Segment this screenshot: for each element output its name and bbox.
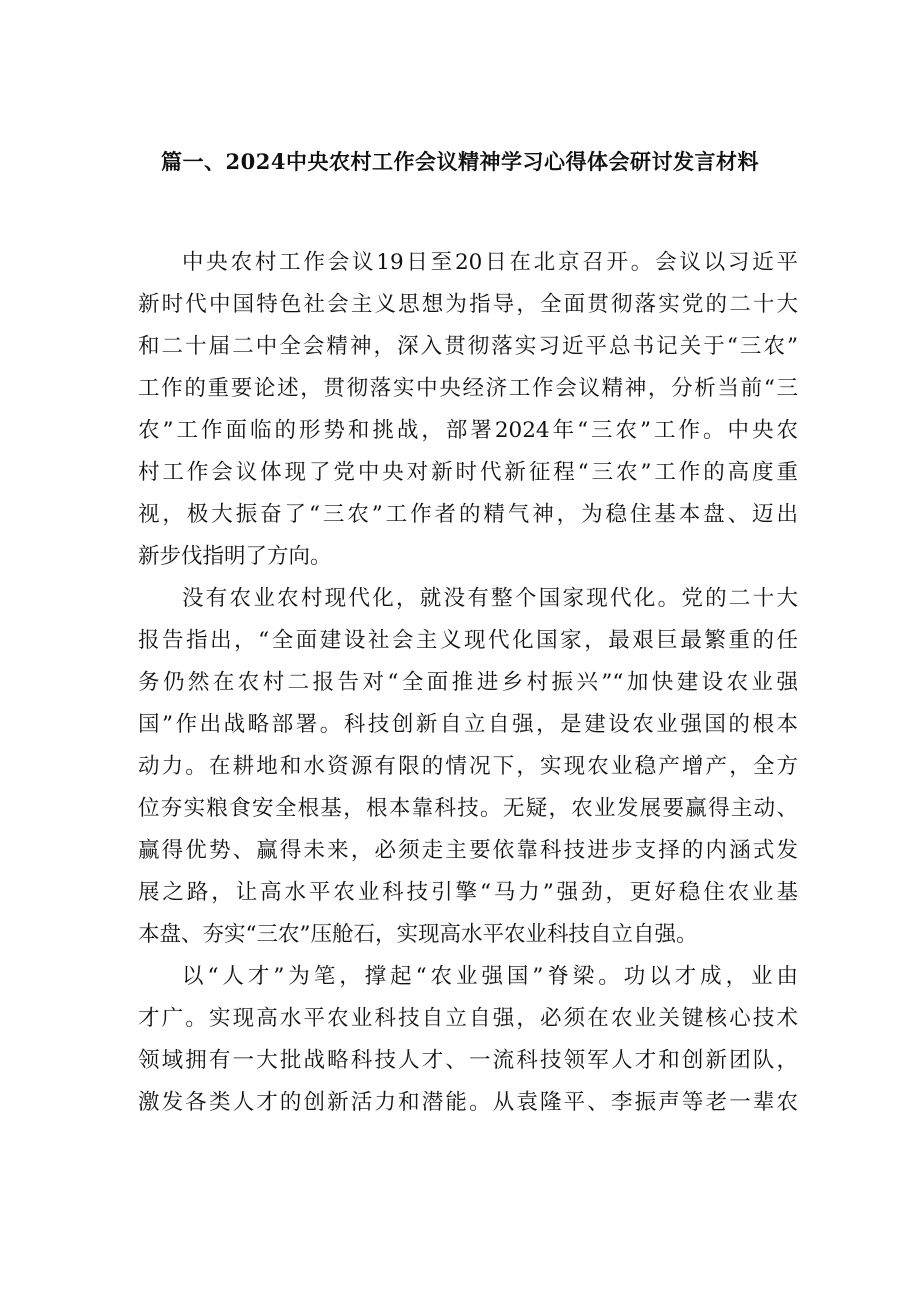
- text-line: 激发各类人才的创新活力和潜能。从袁隆平、李振声等老一辈农: [138, 1090, 798, 1115]
- text-line: 位夯实粮食安全根基，根本靠科技。无疑，农业发展要赢得主动、: [138, 796, 798, 821]
- text-line: 新步伐指明了方向。: [138, 544, 332, 569]
- paragraph-2: [138, 578, 798, 956]
- text-line: 领域拥有一大批战略科技人才、一流科技领军人才和创新团队，: [138, 1048, 798, 1073]
- text-line: 国”作出战略部署。科技创新自立自强，是建设农业强国的根本: [138, 712, 798, 737]
- document-body: [138, 242, 798, 1124]
- text-line: 视，极大振奋了“三农”工作者的精气神，为稳住基本盘、迈出: [138, 502, 798, 527]
- text-line: 农”工作面临的形势和挑战，部署2024年“三农”工作。中央农: [138, 418, 798, 443]
- text-line: 报告指出，“全面建设社会主义现代化国家，最艰巨最繁重的任: [138, 628, 798, 653]
- text-line: 新时代中国特色社会主义思想为指导，全面贯彻落实党的二十大: [138, 292, 798, 317]
- text-line: 赢得优势、赢得未来，必须走主要依靠科技进步支择的内涵式发: [138, 838, 798, 863]
- document-title: 篇一、2024中央农村工作会议精神学习心得体会研讨发言材料: [161, 149, 759, 174]
- text-line: 以“人才”为笔，撑起“农业强国”脊梁。功以才成，业由: [182, 964, 798, 989]
- text-line: 务仍然在农村二报告对“全面推进乡村振兴”“加快建设农业强: [138, 670, 798, 695]
- text-line: 才广。实现高水平农业科技自立自强，必须在农业关键核心技术: [138, 1006, 798, 1031]
- text-line: 展之路，让高水平农业科技引擎“马力”强劲，更好稳住农业基: [138, 880, 798, 905]
- text-line: 中央农村工作会议19日至20日在北京召开。会议以习近平: [182, 250, 798, 275]
- paragraph-3: [138, 956, 798, 1124]
- text-line: 村工作会议体现了党中央对新时代新征程“三农”工作的高度重: [138, 460, 798, 485]
- text-line: 没有农业农村现代化，就没有整个国家现代化。党的二十大: [182, 586, 798, 611]
- paragraph-1: [138, 242, 798, 578]
- text-line: 工作的重要论述，贯彻落实中央经济工作会议精神，分析当前“三: [138, 376, 798, 401]
- text-line: 本盘、夯实“三农”压舱石，实现高水平农业科技自立自强。: [138, 922, 698, 947]
- text-line: 和二十届二中全会精神，深入贯彻落实习近平总书记关于“三农”: [138, 334, 798, 359]
- text-line: 动力。在耕地和水资源有限的情况下，实现农业稳产增产，全方: [138, 754, 798, 779]
